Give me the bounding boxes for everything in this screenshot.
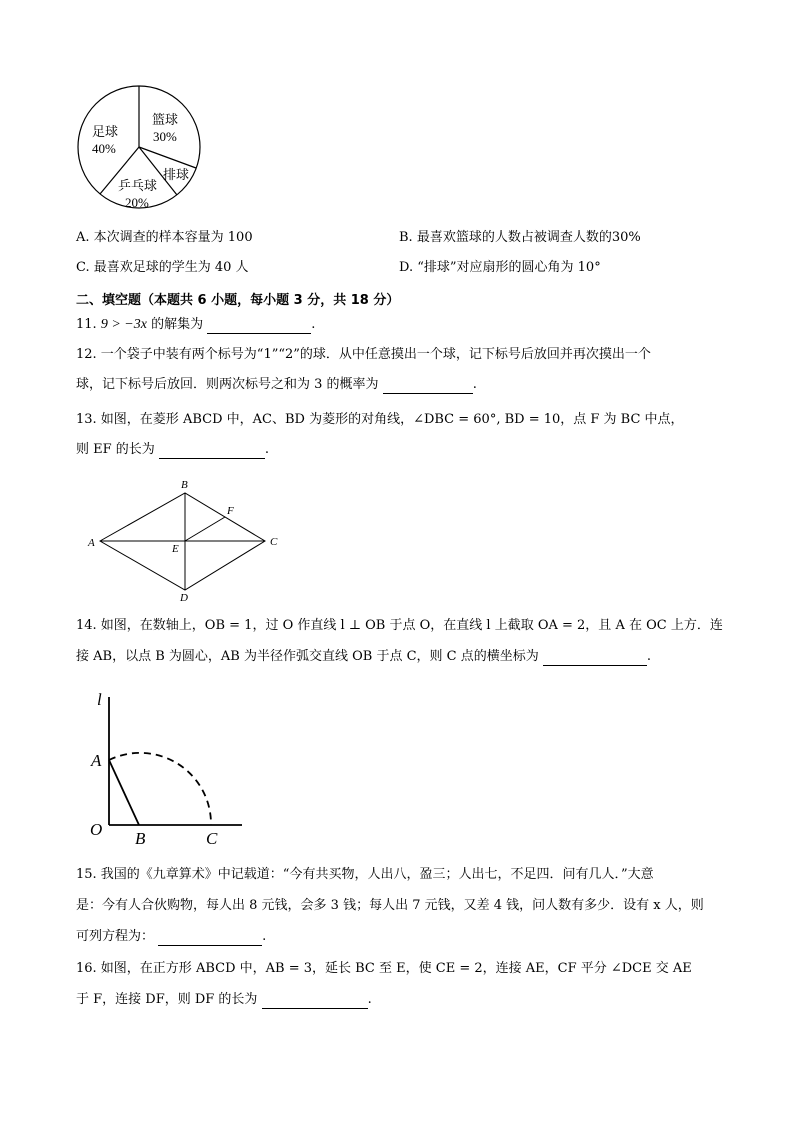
q15-line2: 是：今有人合伙购物，每人出 8 元钱，会多 3 钱；每人出 7 元钱，又差 4 钱，问人数有多少．设有 x 人，则 — [76, 898, 704, 913]
q12-end: . — [472, 377, 477, 392]
q16-line1: 16. 如图，在正方形 ABCD 中，AB = 3，延长 BC 至 E，使 CE = 2，连接 AE，CF 平分 ∠DCE 交 AE — [76, 961, 692, 976]
label-d: D — [180, 592, 188, 604]
q13-end: . — [264, 442, 270, 457]
q15-line1: 15. 我国的《九章算术》中记载道：“今有共买物，人出八，盈三；人出七，不足四．问有几人．”大意 — [76, 867, 654, 882]
q13-line2 — [76, 441, 269, 459]
q13-answer-blank[interactable] — [159, 444, 265, 459]
q11-text: 的解集为 — [151, 317, 204, 332]
label-l: l — [97, 690, 102, 709]
q11-end: . — [311, 317, 316, 332]
q13-line2-text: 则 EF 的长为 — [76, 442, 155, 457]
segment-ef — [185, 517, 225, 541]
label-b: B — [135, 829, 146, 848]
pie-label-volleyball: 排球 — [163, 167, 190, 182]
label-c: C — [206, 829, 218, 848]
q16-line2-text: 于 F，连接 DF，则 DF 的长为 — [76, 992, 258, 1007]
q16-answer-blank[interactable] — [262, 994, 368, 1009]
q15-line3-text: 可列方程为： — [76, 929, 155, 944]
pie-label-basketball: 篮球 — [152, 112, 179, 127]
option-a: A. 本次调查的样本容量为 100 — [76, 230, 253, 245]
pie-pct-pingpong: 20% — [125, 195, 149, 210]
label-e: E — [172, 543, 179, 555]
q12-line2-text: 球，记下标号后放回．则两次标号之和为 3 的概率为 — [76, 377, 379, 392]
label-a: A — [88, 537, 95, 549]
pie-pct-basketball: 30% — [153, 129, 177, 144]
q15-line3 — [76, 928, 266, 946]
q11-expression: 9 > −3x — [100, 317, 147, 332]
question-11 — [76, 316, 315, 334]
pie-chart — [70, 80, 210, 215]
q14-end: . — [646, 649, 652, 664]
q14-answer-blank[interactable] — [543, 651, 647, 666]
q12-answer-blank[interactable] — [383, 379, 473, 394]
rhombus-figure — [85, 476, 285, 606]
q14-line1: 14. 如图，在数轴上，OB = 1，过 O 作直线 l ⊥ OB 于点 O，在直线 l 上截取 OA = 2，且 A 在 OC 上方．连 — [76, 618, 723, 633]
pie-pct-football: 40% — [92, 141, 116, 156]
option-d: D. “排球”对应扇形的圆心角为 10° — [399, 260, 601, 275]
segment-ab — [109, 760, 139, 825]
q12-line1: 12. 一个袋子中装有两个标号为“1”“2”的球．从中任意摸出一个球，记下标号后放回并再次摸出一个 — [76, 347, 651, 362]
q11-number: 11. — [76, 317, 97, 332]
label-a: A — [91, 751, 102, 770]
q11-answer-blank[interactable] — [207, 319, 311, 334]
pie-label-pingpong: 乒乓球 — [118, 178, 158, 193]
q13-line1: 13. 如图，在菱形 ABCD 中，AC、BD 为菱形的对角线，∠DBC = 60°, BD = 10，点 F 为 BC 中点， — [76, 412, 684, 427]
q16-line2 — [76, 991, 372, 1009]
label-c: C — [270, 536, 278, 548]
label-f: F — [227, 505, 234, 517]
pie-label-football: 足球 — [92, 124, 119, 139]
q14-line2 — [76, 648, 651, 666]
q14-line2-text: 接 AB，以点 B 为圆心，AB 为半径作弧交直线 OB 于点 C，则 C 点的横坐标为 — [76, 649, 539, 664]
number-line-figure — [82, 685, 257, 850]
label-o: O — [90, 820, 103, 839]
q12-line2 — [76, 376, 477, 394]
section-title: 二、填空题（本题共 6 小题，每小题 3 分，共 18 分） — [76, 293, 400, 308]
option-b: B. 最喜欢篮球的人数占被调查人数的30% — [399, 230, 641, 245]
label-b: B — [181, 479, 188, 491]
arc-ac — [109, 753, 211, 825]
q15-end: . — [262, 929, 267, 944]
q15-answer-blank[interactable] — [158, 931, 262, 946]
q16-end: . — [367, 992, 372, 1007]
option-c: C. 最喜欢足球的学生为 40 人 — [76, 260, 249, 275]
